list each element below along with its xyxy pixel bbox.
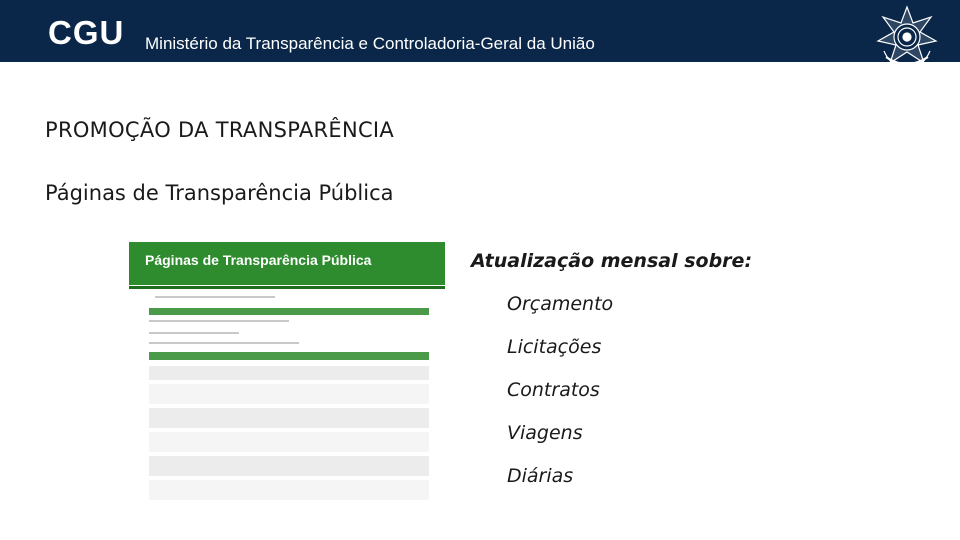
portal-text-line (149, 332, 239, 334)
portal-menu-bar (149, 308, 429, 315)
portal-text-line (149, 320, 289, 322)
portal-banner-title: Páginas de Transparência Pública (145, 252, 372, 268)
update-item-diarias: Diárias (507, 465, 574, 487)
update-item-orcamento: Orçamento (507, 293, 614, 315)
updates-heading: Atualização mensal sobre: (471, 250, 753, 272)
portal-text-line (149, 342, 299, 344)
portal-table-row (149, 432, 429, 452)
update-item-contratos: Contratos (507, 379, 600, 401)
update-item-licitacoes: Licitações (507, 336, 602, 358)
slide-subtitle: Páginas de Transparência Pública (45, 181, 394, 205)
portal-table-header (149, 352, 429, 360)
portal-table-row (149, 480, 429, 500)
portal-divider (129, 286, 445, 289)
portal-table-row (149, 366, 429, 380)
update-item-viagens: Viagens (507, 422, 583, 444)
portal-text-line (155, 296, 275, 298)
header-bar (0, 0, 960, 62)
ministry-name: Ministério da Transparência e Controladoria-Geral da União (145, 34, 595, 53)
portal-screenshot (129, 242, 445, 504)
coat-of-arms-icon (876, 5, 938, 73)
cgu-logo: CGU (48, 14, 125, 51)
portal-table-row (149, 384, 429, 404)
portal-table-row (149, 456, 429, 476)
portal-table-row (149, 408, 429, 428)
slide-title: PROMOÇÃO DA TRANSPARÊNCIA (45, 118, 395, 142)
portal-banner (129, 242, 445, 285)
